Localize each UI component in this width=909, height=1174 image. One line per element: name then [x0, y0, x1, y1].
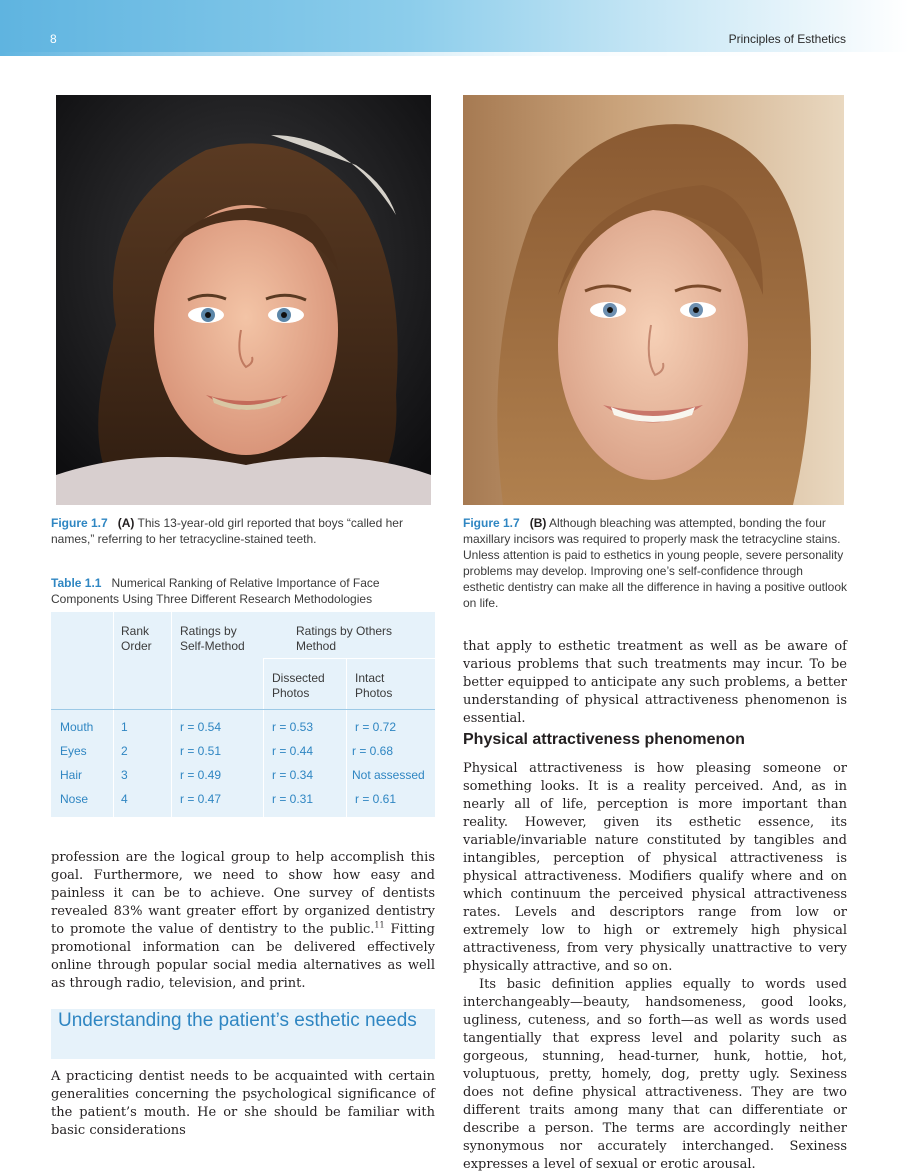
figure-1-7b-photo — [463, 95, 844, 505]
table-row-nose-self: r = 0.47 — [180, 792, 222, 806]
subheading: Physical attractiveness phenomenon — [463, 731, 745, 748]
figure-1-7a-photo — [56, 95, 431, 505]
figure-panel-label: (A) — [117, 516, 135, 530]
col-header-self-line1: Ratings by — [180, 624, 237, 638]
col-header-rank — [121, 624, 152, 654]
figure-label: Figure 1.7 — [51, 516, 108, 530]
table-row-nose-rank: 4 — [121, 792, 128, 806]
section-heading: Understanding the patient’s esthetic needs — [58, 1010, 417, 1031]
table-row-hair-label: Hair — [60, 768, 83, 782]
col-header-others — [296, 624, 392, 654]
table-row-hair-intact: Not assessed — [352, 768, 425, 782]
table-row-nose-dissected: r = 0.31 — [272, 792, 314, 806]
table-row-mouth-rank: 1 — [121, 720, 128, 734]
paragraph-text: that apply to esthetic treatment as well as be aware of various problems that such treatments may incur. To be better equipped to anticipate any such problems, a better understanding of physical attractiveness phenomenon is essential. — [463, 639, 847, 726]
table-row-eyes-label: Eyes — [60, 744, 87, 758]
col-header-intact — [355, 671, 392, 701]
table-label: Table 1.1 — [51, 576, 102, 590]
figure-1-7a-caption — [51, 515, 431, 547]
table-row-eyes-rank: 2 — [121, 744, 128, 758]
table-row-hair-self: r = 0.49 — [180, 768, 222, 782]
figure-caption-text: This 13-year-old girl reported that boys “called her names,” referring to her tetracycline-stained teeth. — [51, 516, 403, 546]
reference-superscript: 11 — [374, 920, 385, 930]
table-row-mouth-label: Mouth — [60, 720, 94, 734]
table-row-nose-label: Nose — [60, 792, 89, 806]
paragraph-text: Physical attractiveness is how pleasing someone or something looks. It is a reality perceived. And, as in nearly all of life, perception is more important than reality. However, given its esthetic essence, its variable/invariable nature constituted by tangibles and intangibles, perception of physical attractiveness is physical attractiveness. Modifiers qualify where and on which continuum the perceived physical attractiveness rates. Levels and descriptors range from low or extremely low to high or extremely high physical attractiveness, from very physically unattractive to very physically attractive, and so on. — [463, 761, 847, 974]
figure-1-7b-caption — [463, 515, 847, 611]
table-row-nose-intact: r = 0.61 — [355, 792, 397, 806]
data-table — [51, 612, 435, 817]
figure-caption-text: Although bleaching was attempted, bonding the four maxillary incisors was required to properly mask the tetracycline stains. Unless attention is paid to esthetics in young people, severe personality problems may develop. Improving one’s self-confidence through esthetic dentistry can make all the difference in having a positive outlook on life. — [463, 516, 847, 610]
col-header-rank-line2: Order — [121, 639, 152, 653]
col-header-self-line2: Self-Method — [180, 639, 245, 653]
paragraph-text-cont: Fitting promotional information can be delivered effectively online through popular social media alternatives as well as through radio, television, and print. — [51, 922, 435, 991]
col-header-intact-line2: Photos — [355, 686, 393, 700]
figure-label: Figure 1.7 — [463, 516, 520, 530]
paragraph-text: Its basic definition applies equally to words used interchangeably—beauty, handsomeness, good looks, ugliness, cuteness, and so forth—as well as words used tangentially that express level and polarity such as gorgeous, stunning, head-turner, hunk, hottie, hot, voluptuous, pretty, homely, dog, pretty ugly. Sexiness does not define physical attractiveness. They are two different traits among many that can differentiate or describe a person. The terms are accordingly neither synonymous nor accurately interchanged. Sexiness expresses a level of sexual or erotic arousal. — [463, 977, 847, 1172]
left-column-section-paragraph — [51, 1068, 435, 1140]
table-caption — [51, 575, 435, 607]
col-header-dissected — [272, 671, 325, 701]
running-head: Principles of Esthetics — [728, 32, 846, 46]
section-heading-box — [51, 1009, 435, 1059]
col-header-dissected-line2: Photos — [272, 686, 310, 700]
table-row-eyes-self: r = 0.51 — [180, 744, 222, 758]
paragraph-text: profession are the logical group to help accomplish this goal. Furthermore, we need to show how easy and painless it can be to achieve. One survey of dentists revealed 83% want greater effort by organized dentistry to promote the value of dentistry to the public. — [51, 850, 435, 937]
table-row-hair-dissected: r = 0.34 — [272, 768, 314, 782]
table-row-mouth-dissected: r = 0.53 — [272, 720, 314, 734]
right-column-paragraph — [463, 638, 847, 728]
left-column-paragraph — [51, 849, 435, 993]
table-row-eyes-intact: r = 0.68 — [352, 744, 394, 758]
header-band — [0, 0, 909, 56]
table-row-hair-rank: 3 — [121, 768, 128, 782]
col-header-dissected-line1: Dissected — [272, 671, 325, 685]
table-row-eyes-dissected: r = 0.44 — [272, 744, 314, 758]
col-header-self — [180, 624, 245, 654]
col-header-others-line2: Method — [296, 639, 337, 653]
table-row-mouth-intact: r = 0.72 — [355, 720, 397, 734]
right-column-body — [463, 760, 847, 1174]
figure-panel-label: (B) — [529, 516, 547, 530]
col-header-intact-line1: Intact — [355, 671, 385, 685]
page-number: 8 — [50, 32, 57, 46]
col-header-rank-line1: Rank — [121, 624, 150, 638]
table-title: Numerical Ranking of Relative Importance of Face Components Using Three Different Research Methodologies — [51, 576, 380, 606]
paragraph-text: A practicing dentist needs to be acquainted with certain generalities concerning the psychological significance of the patient’s mouth. He or she should be familiar with basic considerations — [51, 1069, 435, 1138]
table-row-mouth-self: r = 0.54 — [180, 720, 222, 734]
col-header-others-line1: Ratings by Others — [296, 624, 393, 638]
